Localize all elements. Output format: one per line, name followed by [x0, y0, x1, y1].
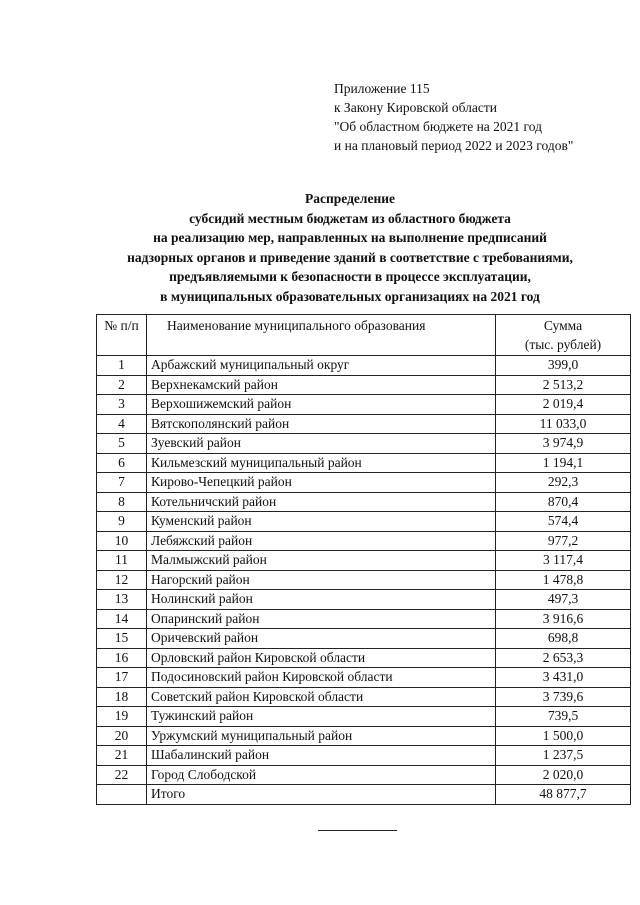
- row-sum: 3 431,0: [496, 668, 631, 688]
- row-num: 9: [97, 512, 147, 532]
- header-num: № п/п: [97, 315, 147, 356]
- row-num: 6: [97, 453, 147, 473]
- row-sum: 1 194,1: [496, 453, 631, 473]
- table-row: [97, 395, 631, 415]
- table-row: [97, 473, 631, 493]
- row-sum: 497,3: [496, 590, 631, 610]
- row-name: Кильмезский муниципальный район: [147, 453, 496, 473]
- row-sum: 1 478,8: [496, 570, 631, 590]
- row-num: 5: [97, 434, 147, 454]
- total-num-cell: [97, 785, 147, 805]
- table-row: [97, 648, 631, 668]
- total-label: Итого: [147, 785, 496, 805]
- row-sum: 1 500,0: [496, 726, 631, 746]
- row-num: 1: [97, 356, 147, 376]
- row-name: Город Слободской: [147, 765, 496, 785]
- row-sum: 870,4: [496, 492, 631, 512]
- title-line: субсидий местным бюджетам из областного бюджета: [189, 210, 511, 226]
- row-sum: 698,8: [496, 629, 631, 649]
- table-row: [97, 765, 631, 785]
- table-row: [97, 531, 631, 551]
- title-line: предъявляемыми к безопасности в процессе эксплуатации,: [169, 269, 531, 285]
- total-sum: 48 877,7: [496, 785, 631, 805]
- row-name: Котельничский район: [147, 492, 496, 512]
- row-name: Куменский район: [147, 512, 496, 532]
- header-sum-line2: (тыс. рублей): [524, 337, 602, 352]
- row-num: 13: [97, 590, 147, 610]
- row-sum: 2 653,3: [496, 648, 631, 668]
- row-name: Вятскополянский район: [147, 414, 496, 434]
- row-sum: 2 020,0: [496, 765, 631, 785]
- title-line: в муниципальных образовательных организациях на 2021 год: [160, 288, 540, 304]
- row-name: Тужинский район: [147, 707, 496, 727]
- row-name: Советский район Кировской области: [147, 687, 496, 707]
- row-sum: 2 513,2: [496, 375, 631, 395]
- row-name: Малмыжский район: [147, 551, 496, 571]
- total-row: [97, 785, 631, 805]
- table-row: [97, 356, 631, 376]
- row-num: 14: [97, 609, 147, 629]
- header-sum-line1: Сумма: [543, 318, 583, 333]
- row-num: 15: [97, 629, 147, 649]
- row-name: Оричевский район: [147, 629, 496, 649]
- row-num: 18: [97, 687, 147, 707]
- table-row: [97, 668, 631, 688]
- row-sum: 977,2: [496, 531, 631, 551]
- row-num: 19: [97, 707, 147, 727]
- row-name: Уржумский муниципальный район: [147, 726, 496, 746]
- row-name: Нолинский район: [147, 590, 496, 610]
- header-name: Наименование муниципального образования: [147, 315, 496, 356]
- row-num: 12: [97, 570, 147, 590]
- row-sum: 3 916,6: [496, 609, 631, 629]
- row-name: Лебяжский район: [147, 531, 496, 551]
- table-row: [97, 687, 631, 707]
- table-body: [97, 356, 631, 785]
- subsidy-table: [96, 314, 631, 805]
- row-name: Верхнекамский район: [147, 375, 496, 395]
- table-row: [97, 434, 631, 454]
- row-sum: 739,5: [496, 707, 631, 727]
- row-name: Зуевский район: [147, 434, 496, 454]
- row-sum: 3 117,4: [496, 551, 631, 571]
- row-name: Верхошижемский район: [147, 395, 496, 415]
- row-sum: 399,0: [496, 356, 631, 376]
- table-row: [97, 375, 631, 395]
- row-name: Подосиновский район Кировской области: [147, 668, 496, 688]
- appendix-line: Приложение 115: [334, 81, 430, 96]
- table-row: [97, 512, 631, 532]
- title-line: надзорных органов и приведение зданий в соответствие с требованиями,: [127, 249, 573, 265]
- row-name: Опаринский район: [147, 609, 496, 629]
- table-row: [97, 551, 631, 571]
- row-num: 2: [97, 375, 147, 395]
- table-row: [97, 707, 631, 727]
- row-sum: 292,3: [496, 473, 631, 493]
- row-sum: 574,4: [496, 512, 631, 532]
- appendix-line: к Закону Кировской области: [334, 100, 498, 115]
- table-row: [97, 453, 631, 473]
- row-name: Шабалинский район: [147, 746, 496, 766]
- row-name: Нагорский район: [147, 570, 496, 590]
- row-num: 22: [97, 765, 147, 785]
- row-num: 3: [97, 395, 147, 415]
- table-row: [97, 570, 631, 590]
- table-row: [97, 609, 631, 629]
- row-sum: 3 974,9: [496, 434, 631, 454]
- table-header-row: [97, 315, 631, 356]
- row-num: 16: [97, 648, 147, 668]
- table-row: [97, 726, 631, 746]
- table-row: [97, 590, 631, 610]
- title-line: Распределение: [304, 191, 396, 206]
- row-num: 4: [97, 414, 147, 434]
- row-sum: 2 019,4: [496, 395, 631, 415]
- document-title: [60, 189, 640, 307]
- row-num: 8: [97, 492, 147, 512]
- row-num: 7: [97, 473, 147, 493]
- table-row: [97, 629, 631, 649]
- row-num: 10: [97, 531, 147, 551]
- separator-line: [318, 830, 397, 831]
- appendix-line: и на плановый период 2022 и 2023 годов": [334, 138, 574, 153]
- row-num: 21: [97, 746, 147, 766]
- row-sum: 11 033,0: [496, 414, 631, 434]
- row-name: Орловский район Кировской области: [147, 648, 496, 668]
- row-sum: 3 739,6: [496, 687, 631, 707]
- table-row: [97, 746, 631, 766]
- title-line: на реализацию мер, направленных на выполнение предписаний: [153, 230, 547, 246]
- row-num: 11: [97, 551, 147, 571]
- appendix-header: [334, 79, 573, 155]
- header-sum: [496, 315, 631, 356]
- row-name: Арбажский муниципальный округ: [147, 356, 496, 376]
- row-sum: 1 237,5: [496, 746, 631, 766]
- table-row: [97, 492, 631, 512]
- row-num: 20: [97, 726, 147, 746]
- appendix-line: "Об областном бюджете на 2021 год: [334, 119, 542, 134]
- row-num: 17: [97, 668, 147, 688]
- table-row: [97, 414, 631, 434]
- row-name: Кирово-Чепецкий район: [147, 473, 496, 493]
